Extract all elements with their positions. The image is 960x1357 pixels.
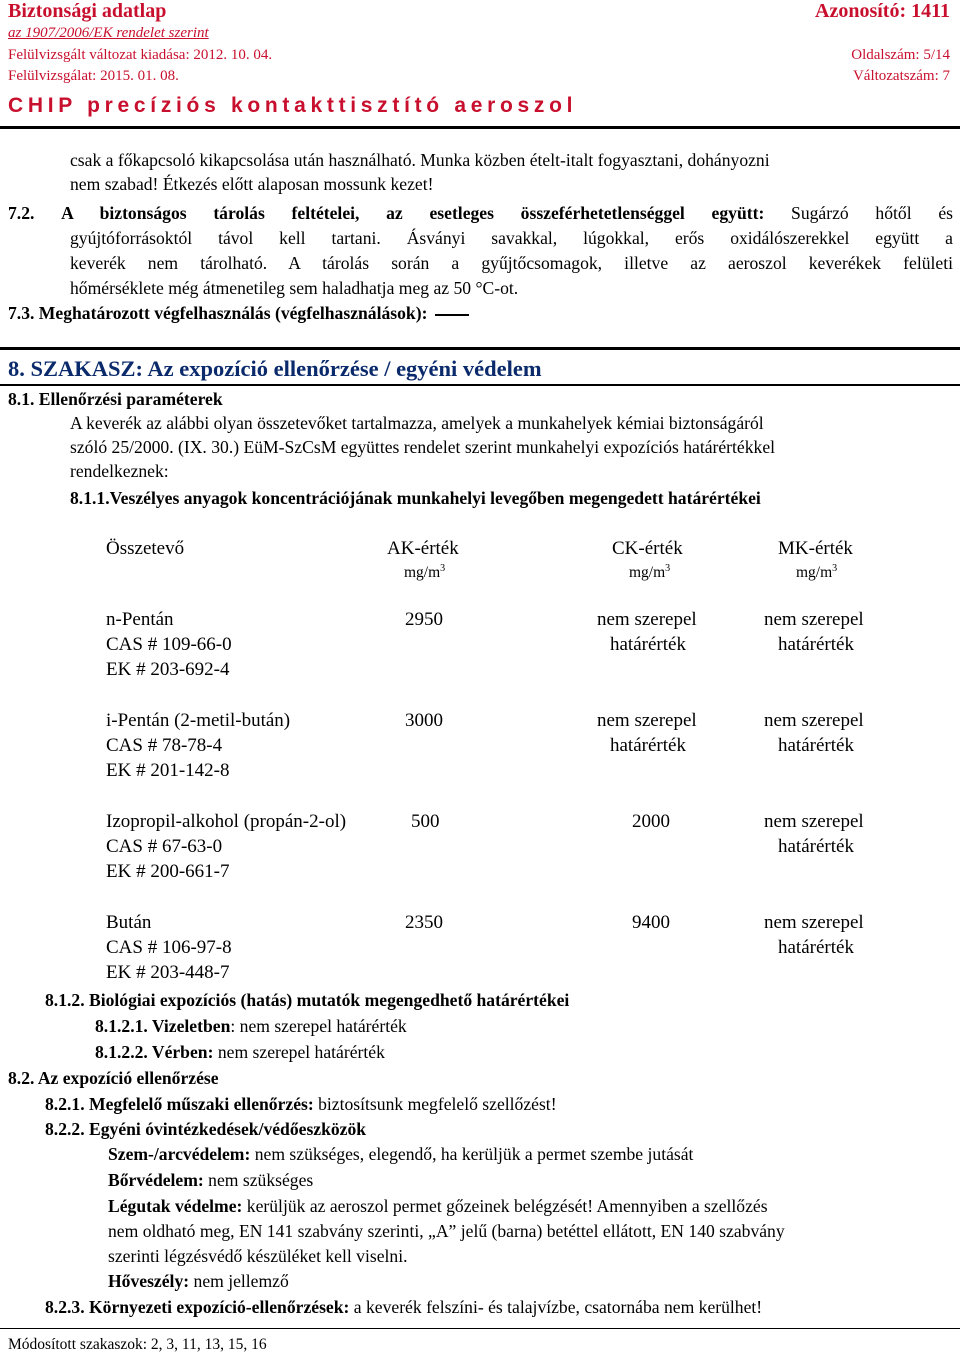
s8122-line xyxy=(95,1042,385,1063)
s72-number: 7.2. xyxy=(8,203,35,223)
skin-protection xyxy=(108,1170,313,1191)
s8121-line xyxy=(95,1016,407,1037)
revision-issue: Felülvizsgált változat kiadása: 2012. 10. 04. xyxy=(8,47,273,63)
unit-mk: $mg/m^3$ xyxy=(796,563,838,582)
respiratory-protection-text: kerüljük az aeroszol permet gőzeinek belégzését! Amennyiben a szellőzés xyxy=(246,1196,768,1216)
ak-value: 2950 xyxy=(405,609,443,630)
skin-protection-label: Bőrvédelem: xyxy=(108,1170,204,1190)
unit-ak: $mg/m^3$ xyxy=(404,563,446,582)
component-ek: EK # 203-692-4 xyxy=(106,659,230,680)
eye-protection xyxy=(108,1144,693,1165)
ck-value: nem szerepel xyxy=(597,710,697,731)
s8122-label: 8.1.2.2. Vérben: xyxy=(95,1042,214,1062)
respiratory-protection-label: Légutak védelme: xyxy=(108,1196,243,1216)
dash-mark xyxy=(435,314,469,316)
component-name: Izopropil-alkohol (propán-2-ol) xyxy=(106,811,347,832)
s821-line xyxy=(45,1094,557,1115)
s823-line xyxy=(45,1297,762,1318)
document-title: Biztonsági adatlap xyxy=(8,0,167,22)
review-date: Felülvizsgálat: 2015. 01. 08. xyxy=(8,68,179,84)
s73-label: 7.3. Meghatározott végfelhasználás (végfelhasználások): xyxy=(8,303,428,323)
col-header-ck: CK-érték xyxy=(612,538,683,559)
s811-heading: 8.1.1.Veszélyes anyagok koncentrációjának munkahelyi levegőben megengedett határértékei xyxy=(70,488,761,508)
mk-value-2: határérték xyxy=(778,836,854,857)
component-cas: CAS # 109-66-0 xyxy=(106,634,232,655)
component-cas: CAS # 67-63-0 xyxy=(106,836,223,857)
ck-value-2: határérték xyxy=(610,634,686,655)
component-ek: EK # 200-661-7 xyxy=(106,861,230,882)
s821-label: 8.2.1. Megfelelő műszaki ellenőrzés: xyxy=(45,1094,314,1114)
s72-text-start: Sugárzó hőtől és xyxy=(791,203,953,223)
thermal-hazard xyxy=(108,1271,289,1292)
s72-line2: gyújtóforrásoktól távol kell tartani. Ásványi savakkal, lúgokkal, erős oxidálószerekkel együtt a xyxy=(70,228,953,248)
s822-heading: 8.2.2. Egyéni óvintézkedések/védőeszközök xyxy=(45,1119,367,1139)
eye-protection-label: Szem-/arcvédelem: xyxy=(108,1144,251,1164)
component-ek: EK # 201-142-8 xyxy=(106,760,230,781)
ck-value: nem szerepel xyxy=(597,609,697,630)
col-header-ak: AK-érték xyxy=(387,538,459,559)
s72-line3: keverék nem tárolható. A tárolás során a gyűjtőcsomagok, illetve az aeroszol keverékek felületi xyxy=(70,253,953,273)
thermal-hazard-text: nem jellemző xyxy=(193,1271,289,1291)
thermal-hazard-label: Hőveszély: xyxy=(108,1271,190,1291)
component-cas: CAS # 78-78-4 xyxy=(106,735,223,756)
header-rule xyxy=(0,126,960,129)
s821-text: biztosítsunk megfelelő szellőzést! xyxy=(318,1094,557,1114)
col-header-component: Összetevő xyxy=(106,538,185,559)
component-name: n-Pentán xyxy=(106,609,174,630)
mk-value: nem szerepel xyxy=(764,710,864,731)
page-number: Oldalszám: 5/14 xyxy=(851,47,950,63)
skin-protection-text: nem szükséges xyxy=(208,1170,314,1190)
section8-bottom-rule xyxy=(0,384,960,386)
unit-ck: $mg/m^3$ xyxy=(629,563,671,582)
s81-line1: A keverék az alábbi olyan összetevőket tartalmazza, amelyek a munkahelyek kémiai biztonságáról xyxy=(70,413,764,433)
s81-heading: 8.1. Ellenőrzési paraméterek xyxy=(8,389,223,409)
s81-line3: rendelkeznek: xyxy=(70,461,169,481)
section8-heading: 8. SZAKASZ: Az expozíció ellenőrzése / egyéni védelem xyxy=(8,356,542,381)
ak-value: 500 xyxy=(411,811,440,832)
product-name: CHIP precíziós kontakttisztító aeroszol xyxy=(8,94,578,117)
s7-text-line1: csak a főkapcsoló kikapcsolása után használható. Munka közben ételt-italt fogyasztani, dohányozni xyxy=(70,150,770,170)
s812-heading: 8.1.2. Biológiai expozíciós (hatás) mutatók megengedhető határértékei xyxy=(45,990,570,1010)
component-cas: CAS # 106-97-8 xyxy=(106,937,232,958)
mk-value: nem szerepel xyxy=(764,609,864,630)
mk-value: nem szerepel xyxy=(764,912,864,933)
s8121-text: : nem szerepel határérték xyxy=(230,1016,407,1036)
mk-value-2: határérték xyxy=(778,735,854,756)
component-name: Bután xyxy=(106,912,152,933)
respiratory-protection-line1 xyxy=(108,1196,768,1217)
ak-value: 3000 xyxy=(405,710,443,731)
document-id: Azonosító: 1411 xyxy=(815,0,950,22)
version-number: Változatszám: 7 xyxy=(852,68,950,84)
mk-value-2: határérték xyxy=(778,634,854,655)
section8-top-rule xyxy=(0,347,960,350)
mk-value: nem szerepel xyxy=(764,811,864,832)
s82-heading: 8.2. Az expozíció ellenőrzése xyxy=(8,1068,219,1088)
s73-heading xyxy=(8,303,469,324)
eye-protection-text: nem szükséges, elegendő, ha kerüljük a permet szembe jutását xyxy=(254,1144,694,1164)
component-name: i-Pentán (2-metil-bután) xyxy=(106,710,291,731)
s72-line1 xyxy=(8,203,953,224)
s7-text-line2: nem szabad! Étkezés előtt alaposan mossunk kezet! xyxy=(70,174,434,194)
col-header-mk: MK-érték xyxy=(778,538,853,559)
modified-sections: Módosított szakaszok: 2, 3, 11, 13, 15, 16 xyxy=(8,1336,267,1353)
ck-value-2: határérték xyxy=(610,735,686,756)
s72-heading: A biztonságos tárolás feltételei, az esetleges összeférhetetlenséggel együtt: xyxy=(61,203,765,223)
regulation-reference: az 1907/2006/EK rendelet szerint xyxy=(8,25,209,41)
s8121-label: 8.1.2.1. Vizeletben xyxy=(95,1016,231,1036)
s823-text: a keverék felszíni- és talajvízbe, csatornába nem kerülhet! xyxy=(353,1297,763,1317)
respiratory-protection-line3: szerinti légzésvédő készüléket kell viselni. xyxy=(108,1246,408,1266)
footer-rule xyxy=(0,1328,960,1329)
s72-line4: hőmérséklete még átmenetileg sem haladhatja meg az 50 °C-ot. xyxy=(70,278,519,298)
s823-label: 8.2.3. Környezeti expozíció-ellenőrzések: xyxy=(45,1297,350,1317)
ak-value: 2350 xyxy=(405,912,443,933)
s81-line2: szóló 25/2000. (IX. 30.) EüM-SzCsM együttes rendelet szerint munkahelyi expozíciós határértékkel xyxy=(70,437,776,457)
ck-value: 2000 xyxy=(632,811,670,832)
component-ek: EK # 203-448-7 xyxy=(106,962,230,983)
s8122-text: nem szerepel határérték xyxy=(217,1042,385,1062)
ck-value: 9400 xyxy=(632,912,670,933)
mk-value-2: határérték xyxy=(778,937,854,958)
respiratory-protection-line2: nem oldható meg, EN 141 szabvány szerinti, „A” jelű (barna) betéttel ellátott, EN 140 szabvány xyxy=(108,1221,785,1241)
